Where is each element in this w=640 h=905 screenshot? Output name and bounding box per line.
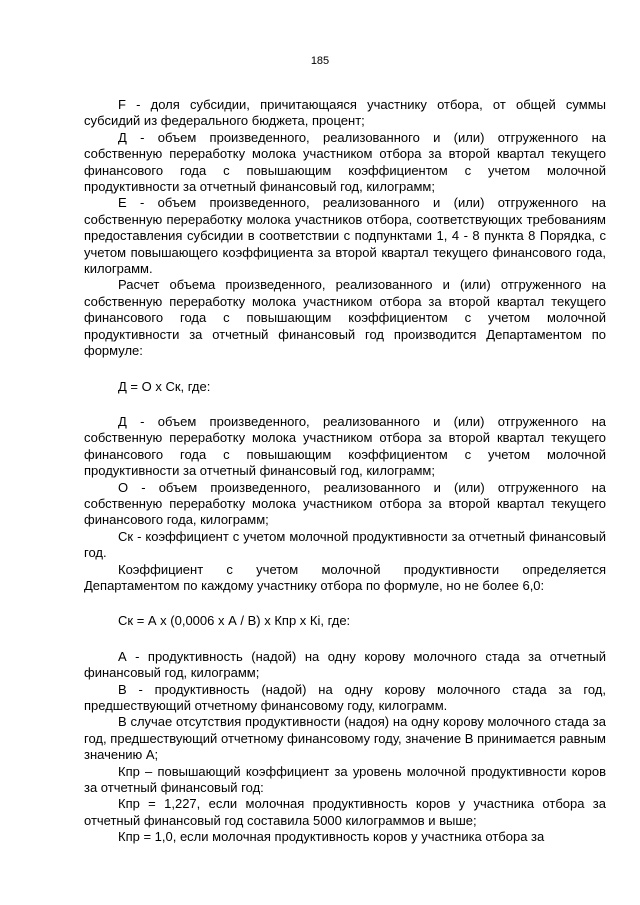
spacer — [84, 395, 606, 414]
paragraph-d-definition-repeat: Д - объем произведенного, реализованного и (или) отгруженного на собственную переработку молока участником отбора за второй квартал текущего финансового года с повышающим коэффициентом с учетом молочной продуктивности за отчетный финансовый год, килограмм; — [84, 413, 606, 479]
formula-sk: Ск = А х (0,0006 х А / В) х Кпр х Кi, где: — [118, 613, 351, 629]
paragraph-d-definition: Д - объем произведенного, реализованного и (или) отгруженного на собственную переработку молока участником отбора за второй квартал текущего финансового года с повышающим коэффициентом с учетом молочной продуктивности за отчетный финансовый год, килограмм; — [84, 129, 606, 195]
paragraph-e-definition: Е - объем произведенного, реализованного и (или) отгруженного на собственную переработку молока участников отбора, соответствующих требованиям предоставления субсидии в соответствии с подпунктами 1, 4 - 8 пункта 8 Порядка, с учетом повышающего коэффициента за второй квартал текущего финансового года, килограмм. — [84, 195, 606, 277]
paragraph-a-definition: А - продуктивность (надой) на одну корову молочного стада за отчетный финансовый год, килограмм; — [84, 648, 606, 681]
paragraph-kpr-definition: Кпр – повышающий коэффициент за уровень молочной продуктивности коров за отчетный финансовый год: — [84, 763, 606, 796]
spacer — [84, 360, 606, 379]
page-number: 185 — [310, 55, 330, 67]
paragraph-f-definition: F - доля субсидии, причитающаяся участнику отбора, от общей суммы субсидий из федерального бюджета, процент; — [84, 97, 606, 129]
paragraph-coefficient-intro: Коэффициент с учетом молочной продуктивности определяется Департаментом по каждому участнику отбора по формуле, но не более 6,0: — [84, 561, 606, 593]
paragraph-calculation-intro: Расчет объема произведенного, реализованного и (или) отгруженного на собственную переработку молока участником отбора за второй квартал текущего финансового года с повышающим коэффициентом с учетом молочной продуктивности за отчетный финансовый год производится Департаментом по формуле: — [84, 277, 606, 359]
paragraph-kpr-1227: Кпр = 1,227, если молочная продуктивность коров у участника отбора за отчетный финансовый год составила 5000 килограммов и выше; — [84, 796, 606, 828]
formula-d: Д = О х Ск, где: — [118, 378, 211, 394]
paragraph-o-definition: О - объем произведенного, реализованного и (или) отгруженного на собственную переработку молока участником отбора за второй квартал текущего финансового года, килограмм; — [84, 479, 606, 528]
document-body — [84, 97, 606, 846]
paragraph-sk-definition: Ск - коэффициент с учетом молочной продуктивности за отчетный финансовый год. — [84, 528, 606, 561]
spacer — [84, 630, 606, 649]
spacer — [84, 594, 606, 613]
paragraph-kpr-10: Кпр = 1,0, если молочная продуктивность коров у участника отбора за — [118, 829, 545, 845]
paragraph-missing-b: В случае отсутствия продуктивности (надоя) на одну корову молочного стада за год, предшествующий отчетному финансовому году, значение В принимается равным значению А; — [84, 714, 606, 763]
paragraph-b-definition: В - продуктивность (надой) на одну корову молочного стада за год, предшествующий отчетному финансовому году, килограмм. — [84, 681, 606, 713]
